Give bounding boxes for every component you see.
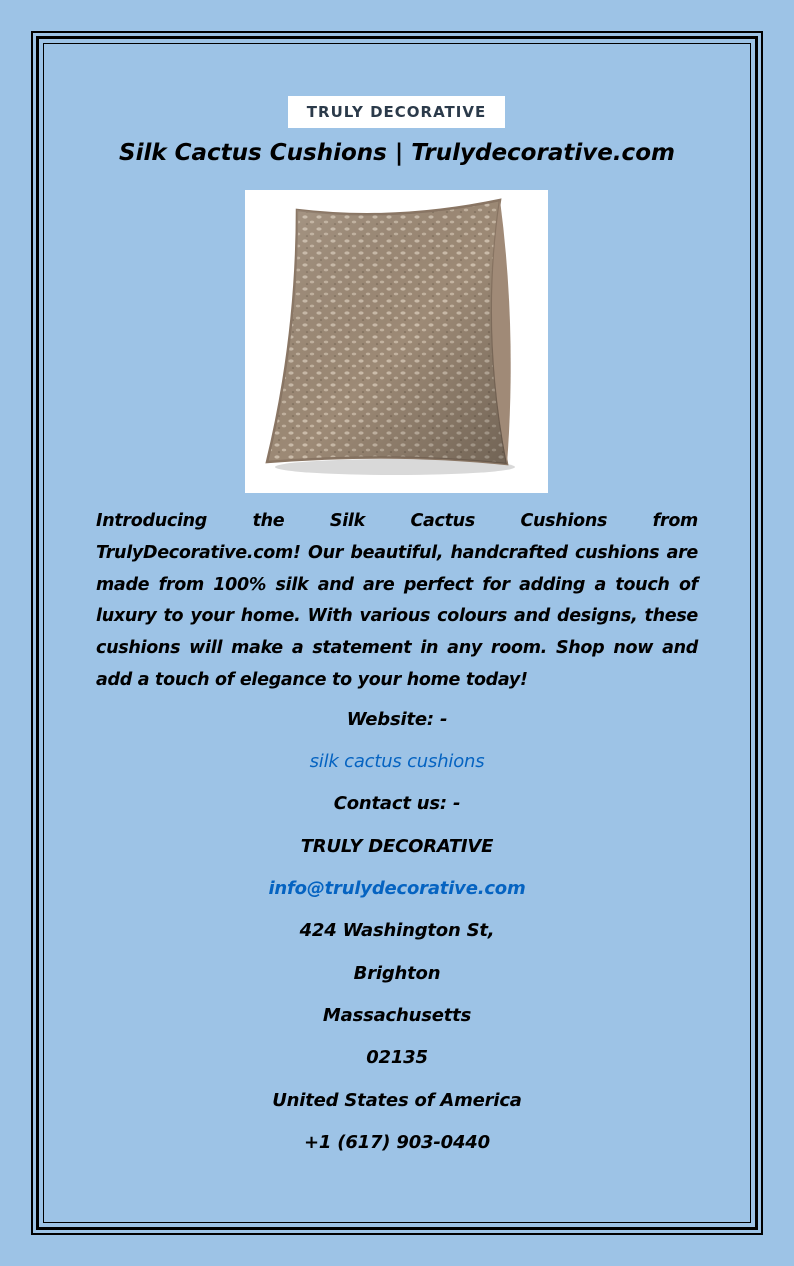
brand-logo-text: TRULY DECORATIVE: [306, 103, 487, 121]
website-row: [60, 751, 734, 772]
website-link[interactable]: silk cactus cushions: [309, 751, 485, 772]
contact-phone: +1 (617) 903-0440: [304, 1132, 490, 1153]
contact-label: Contact us: -: [333, 793, 461, 814]
brand-logo: [288, 96, 505, 128]
address-street: 424 Washington St,: [299, 920, 495, 941]
address-state: Massachusetts: [322, 1005, 472, 1026]
page-title: Silk Cactus Cushions | Trulydecorative.com: [119, 140, 675, 166]
contact-company: TRULY DECORATIVE: [300, 836, 494, 857]
address-country: United States of America: [272, 1090, 522, 1111]
email-link[interactable]: info@trulydecorative.com: [268, 878, 526, 899]
address-city: Brighton: [353, 963, 441, 984]
address-zip: 02135: [366, 1047, 428, 1068]
product-description: Introducing the Silk Cactus Cushions from TrulyDecorative.com! Our beautiful, handcrafted cushions are made from 100% silk and are perfect for adding a touch of luxury to your home. With various colours and designs, these cushions will make a statement in any room. Shop now and add a touch of elegance to your home today!: [96, 511, 698, 690]
website-label: Website: -: [346, 709, 448, 730]
cushion-illustration: [245, 190, 548, 493]
product-image-cushion: [245, 190, 548, 493]
email-row: [60, 878, 734, 899]
